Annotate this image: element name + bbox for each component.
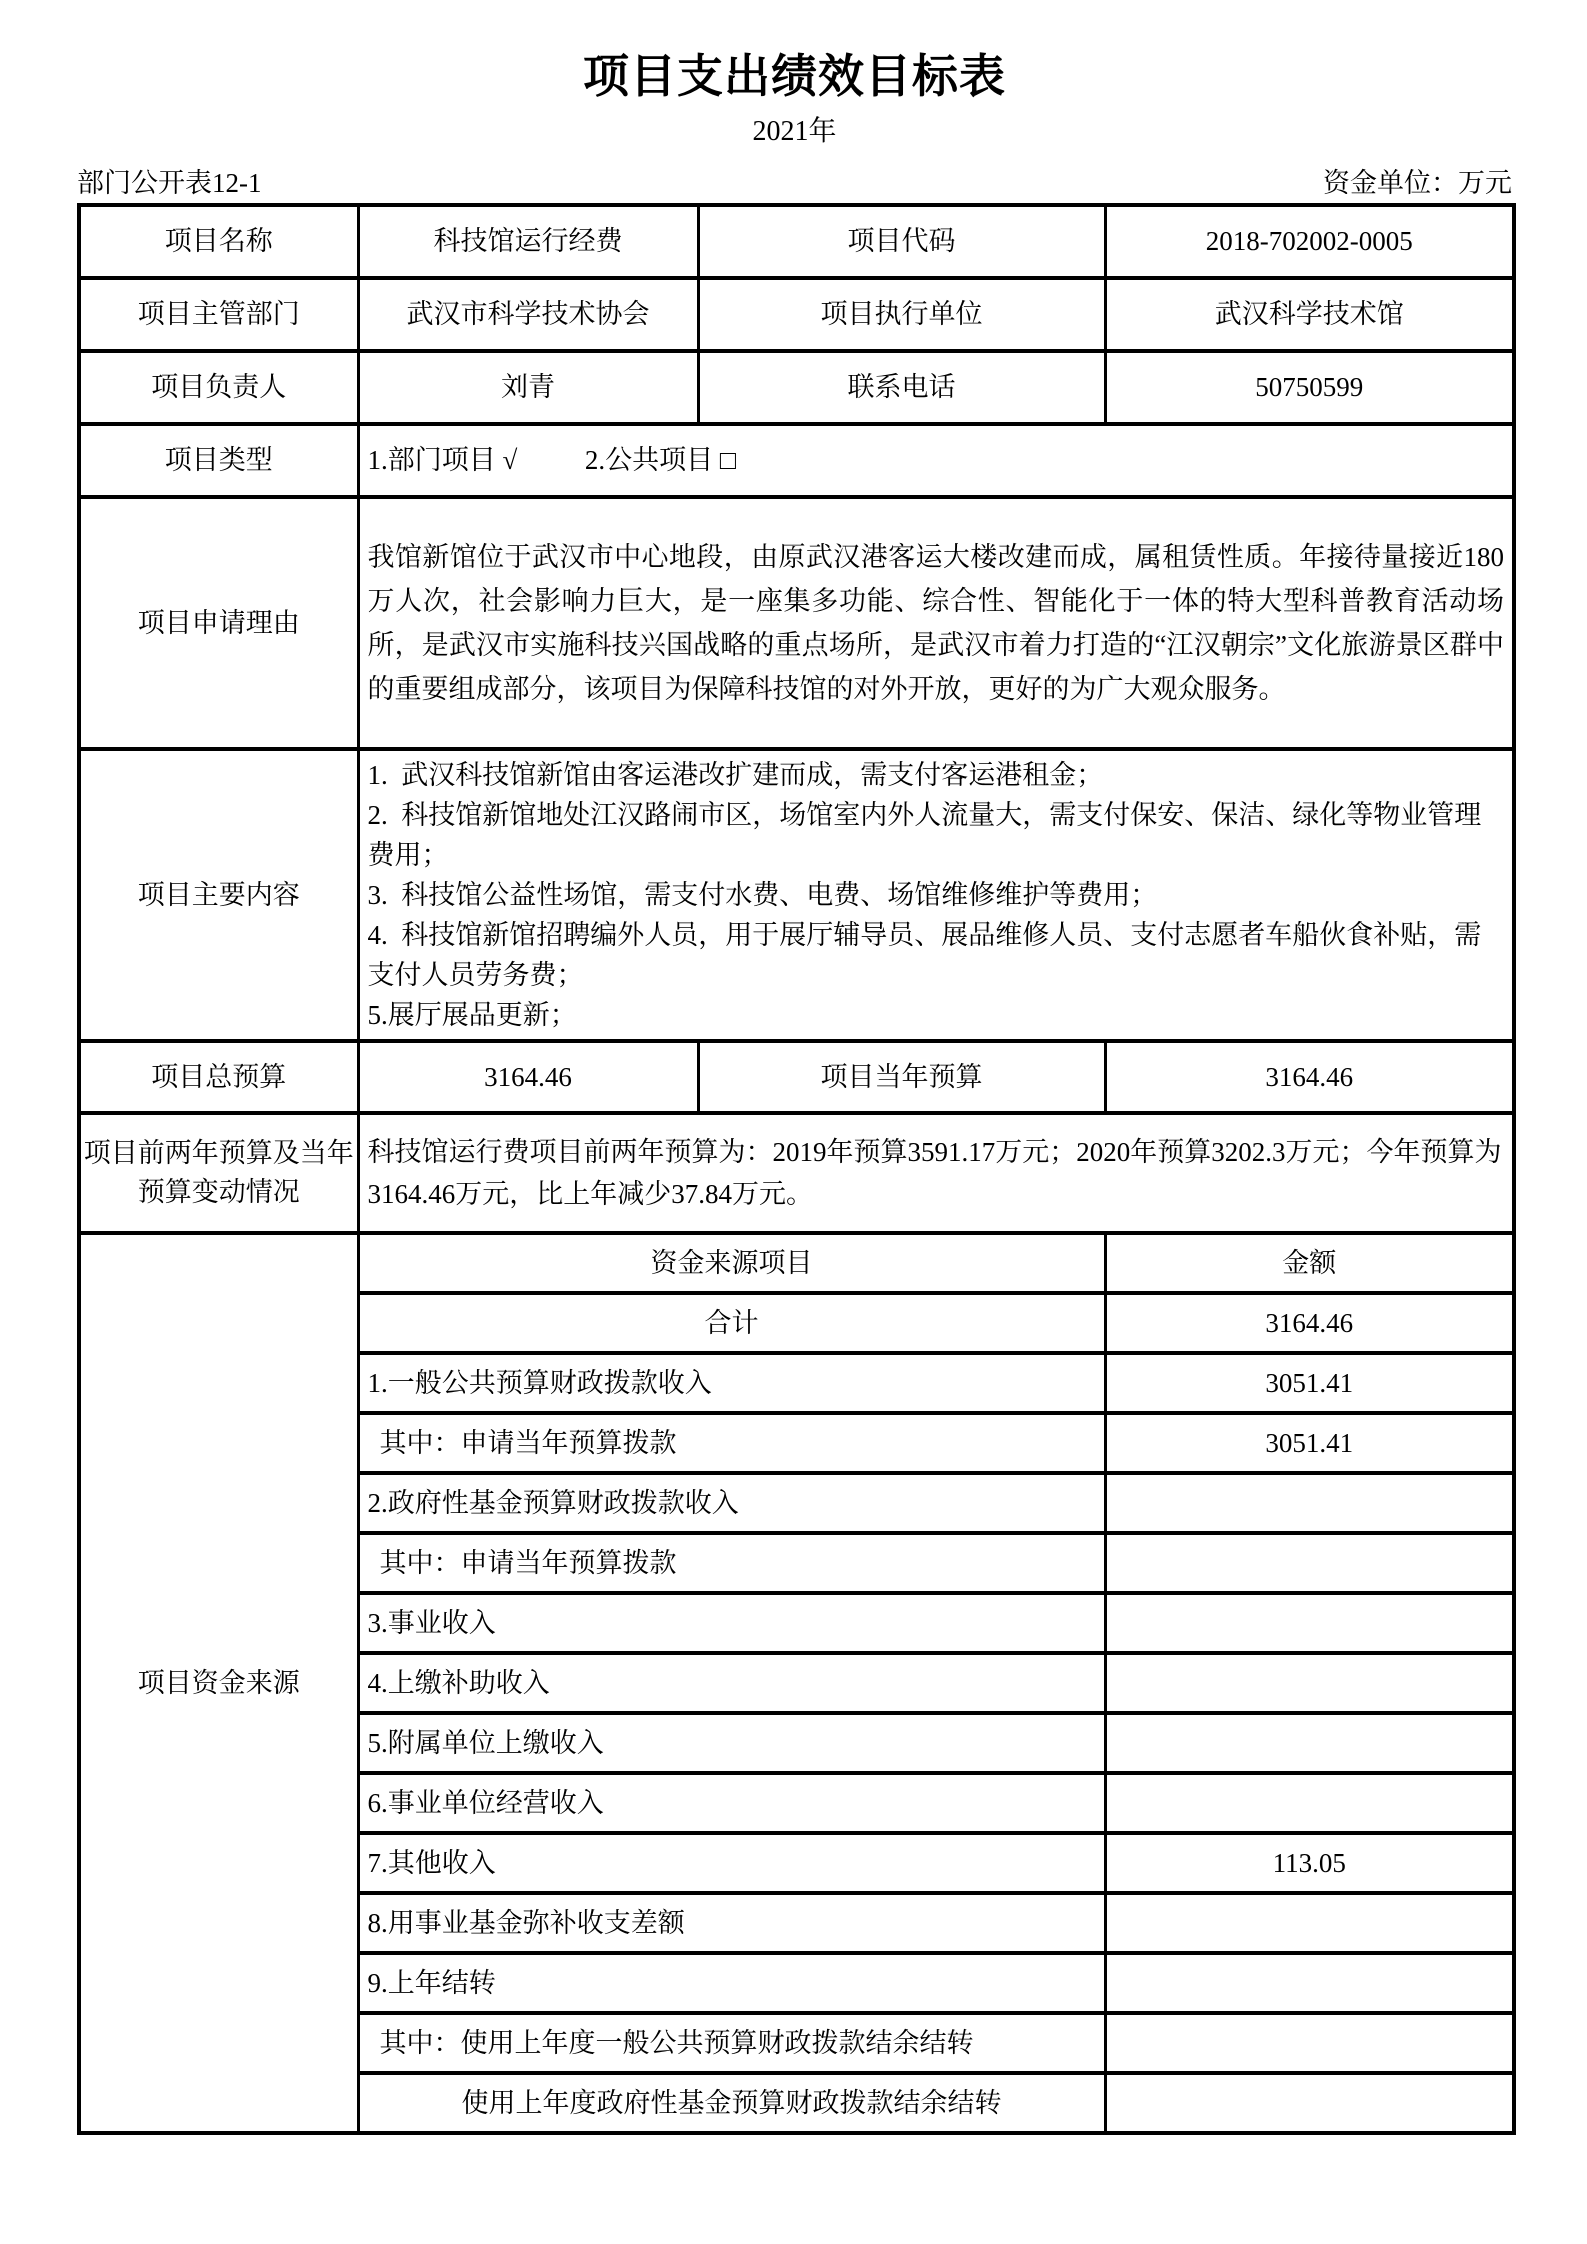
funding-item: 其中：申请当年预算拨款 <box>358 1533 1105 1593</box>
main-content-line: 2. 科技馆新馆地处江汉路闹市区，场馆室内外人流量大，需支付保安、保洁、绿化等物业管理费用； <box>367 800 1482 871</box>
prev-budget-label: 项目前两年预算及当年预算变动情况 <box>79 1113 358 1233</box>
executing-unit-value: 武汉科学技术馆 <box>1105 278 1514 351</box>
total-budget-label: 项目总预算 <box>79 1041 358 1113</box>
contact-phone-label: 联系电话 <box>698 351 1105 424</box>
project-leader-label: 项目负责人 <box>79 351 358 424</box>
funding-item: 6.事业单位经营收入 <box>358 1773 1105 1833</box>
current-year-budget-value: 3164.46 <box>1105 1041 1514 1113</box>
funding-item: 8.用事业基金弥补收支差额 <box>358 1893 1105 1953</box>
funding-item: 合计 <box>358 1293 1105 1353</box>
funding-header-row <box>79 1233 1514 1293</box>
funding-amount: 3051.41 <box>1105 1413 1514 1473</box>
table-row <box>79 1113 1514 1233</box>
funding-amount: 113.05 <box>1105 1833 1514 1893</box>
main-content-label: 项目主要内容 <box>79 749 358 1041</box>
project-name-label: 项目名称 <box>79 205 358 278</box>
funding-item: 2.政府性基金预算财政拨款收入 <box>358 1473 1105 1533</box>
funding-item: 其中：申请当年预算拨款 <box>358 1413 1105 1473</box>
table-row <box>79 351 1514 424</box>
page-subtitle: 2021年 <box>752 115 837 147</box>
funding-amount <box>1105 1773 1514 1833</box>
apply-reason-label: 项目申请理由 <box>79 497 358 749</box>
funding-item: 其中：使用上年度一般公共预算财政拨款结余结转 <box>358 2013 1105 2073</box>
project-leader-value: 刘青 <box>358 351 698 424</box>
funding-amount <box>1105 1533 1514 1593</box>
funding-amount <box>1105 1893 1514 1953</box>
project-code-value: 2018-702002-0005 <box>1105 205 1514 278</box>
funding-item: 4.上缴补助收入 <box>358 1653 1105 1713</box>
project-type-value: 1.部门项目 √ 2.公共项目 □ <box>358 424 1514 497</box>
project-type-label: 项目类型 <box>79 424 358 497</box>
funding-amount: 3164.46 <box>1105 1293 1514 1353</box>
table-row <box>79 205 1514 278</box>
current-year-budget-label: 项目当年预算 <box>698 1041 1105 1113</box>
table-row <box>79 1041 1514 1113</box>
supervisor-dept-value: 武汉市科学技术协会 <box>358 278 698 351</box>
total-budget-value: 3164.46 <box>358 1041 698 1113</box>
table-row <box>79 749 1514 1041</box>
meta-row <box>77 169 1512 199</box>
main-content-line: 3. 科技馆公益性场馆，需支付水费、电费、场馆维修维护等费用； <box>367 880 1158 911</box>
supervisor-dept-label: 项目主管部门 <box>79 278 358 351</box>
funding-amount <box>1105 1953 1514 2013</box>
project-name-value: 科技馆运行经费 <box>358 205 698 278</box>
main-content-line: 5.展厅展品更新； <box>367 1000 577 1031</box>
funding-item: 9.上年结转 <box>358 1953 1105 2013</box>
main-content-text <box>358 749 1514 1041</box>
funding-item: 3.事业收入 <box>358 1593 1105 1653</box>
contact-phone-value: 50750599 <box>1105 351 1514 424</box>
table-row <box>79 278 1514 351</box>
funding-col-amount: 金额 <box>1105 1233 1514 1293</box>
funding-amount <box>1105 2013 1514 2073</box>
funding-amount <box>1105 1593 1514 1653</box>
executing-unit-label: 项目执行单位 <box>698 278 1105 351</box>
funding-item: 1.一般公共预算财政拨款收入 <box>358 1353 1105 1413</box>
funding-amount <box>1105 1713 1514 1773</box>
main-content-line: 4. 科技馆新馆招聘编外人员，用于展厅辅导员、展品维修人员、支付志愿者车船伙食补贴，需支付人员劳务费； <box>367 920 1482 991</box>
table-row <box>79 497 1514 749</box>
apply-reason-text: 我馆新馆位于武汉市中心地段，由原武汉港客运大楼改建而成，属租赁性质。年接待量接近180万人次，社会影响力巨大，是一座集多功能、综合性、智能化于一体的特大型科普教育活动场所，是武汉市实施科技兴国战略的重点场所，是武汉市着力打造的“江汉朝宗”文化旅游景区群中的重要组成部分，该项目为保障科技馆的对外开放，更好的为广大观众服务。 <box>358 497 1514 749</box>
page-title: 项目支出绩效目标表 <box>583 51 1006 102</box>
funding-section-label: 项目资金来源 <box>79 1233 358 2133</box>
funding-amount: 3051.41 <box>1105 1353 1514 1413</box>
funding-item: 使用上年度政府性基金预算财政拨款结余结转 <box>358 2073 1105 2133</box>
form-code: 部门公开表12-1 <box>77 168 262 199</box>
funding-amount <box>1105 2073 1514 2133</box>
funding-col-item: 资金来源项目 <box>358 1233 1105 1293</box>
performance-target-table <box>77 203 1516 2135</box>
funding-amount <box>1105 1473 1514 1533</box>
funding-item: 7.其他收入 <box>358 1833 1105 1893</box>
main-content-line: 1. 武汉科技馆新馆由客运港改扩建而成，需支付客运港租金； <box>367 760 1104 791</box>
funding-amount <box>1105 1653 1514 1713</box>
table-row <box>79 424 1514 497</box>
prev-budget-text: 科技馆运行费项目前两年预算为：2019年预算3591.17万元；2020年预算3202.3万元；今年预算为3164.46万元，比上年减少37.84万元。 <box>358 1113 1514 1233</box>
unit-note: 资金单位：万元 <box>1323 168 1512 199</box>
project-code-label: 项目代码 <box>698 205 1105 278</box>
funding-item: 5.附属单位上缴收入 <box>358 1713 1105 1773</box>
